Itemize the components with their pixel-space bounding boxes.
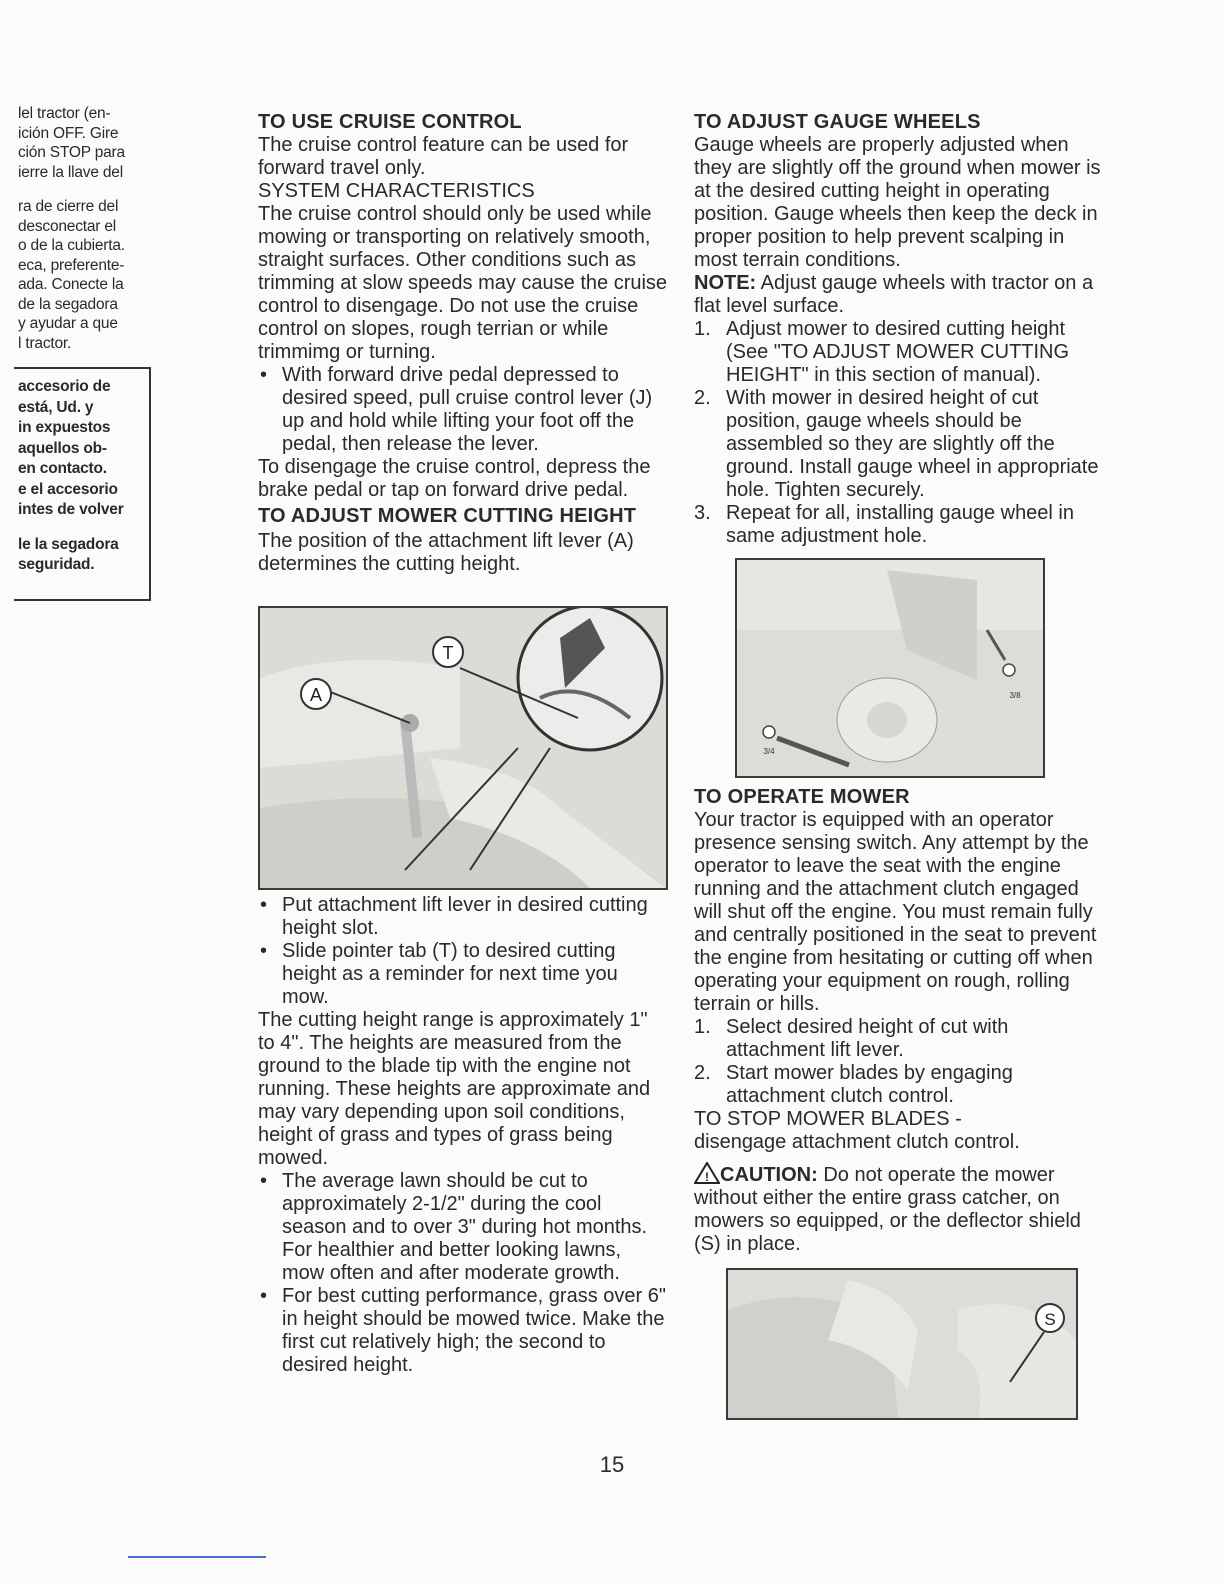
step-number: 3. [694,502,711,524]
step-text: With mower in desired height of cut position, gauge wheels should be assembled so they are slightly off the ground. Install gauge wheel in appropriate hole. Tighten securely. [726,387,1099,501]
step-number: 2. [694,1062,711,1084]
left-line: ada. Conecte la [18,276,124,293]
left-line: y ayudar a que [18,315,118,332]
stop-text: disengage attachment clutch control. [694,1131,1020,1153]
left-line: ra de cierre del [18,198,119,215]
left-line: o de la cubierta. [18,237,125,254]
left-line: l tractor. [18,334,72,352]
step-text: Start mower blades by engaging attachment clutch control. [726,1062,1013,1107]
left-line: ición OFF. Gire [18,124,119,142]
left-box-line: e el accesorio [18,480,118,498]
label-three-eighth: 3/8 [1009,691,1021,700]
cruise-heading: TO USE CRUISE CONTROL [258,111,522,133]
left-line: lel tractor (en- [18,105,111,122]
left-box-line: accesorio de [18,378,111,395]
left-box-line: intes de volver [18,501,124,518]
note-label: NOTE: [694,272,757,294]
note-text: Adjust gauge wheels with tractor on a flat level surface. [694,272,1094,317]
operate-step [694,1016,1106,1062]
step-text: Adjust mower to desired cutting height (See "TO ADJUST MOWER CUTTING HEIGHT" in this section of manual). [726,318,1070,386]
caution-text: Do not operate the mower without either the entire grass catcher, on mowers so equipped, or the deflector shield (S) in place. [694,1164,1081,1255]
system-characteristics-heading: SYSTEM CHARACTERISTICS [258,180,535,202]
label-t: T [442,643,454,663]
cruise-intro: The cruise control feature can be used for forward travel only. [258,134,629,179]
caution-label: CAUTION: [720,1164,818,1186]
middle-column-lower [258,894,668,1377]
page-number: 15 [599,1452,625,1477]
cutting-bullet: • The average lawn should be cut to approximately 2-1/2" during the cool season and to over 3" during hot months. For healthier and better looking lawns, mow often and after moderate growth. [258,1170,668,1285]
label-three-quarter: 3/4 [763,747,775,756]
left-box-line: le la segadora [18,535,119,553]
cutting-height-heading: TO ADJUST MOWER CUTTING HEIGHT [258,505,637,527]
bottom-line [128,1556,266,1558]
left-line: ción STOP para [18,144,125,161]
gauge-step [694,502,1106,548]
cutting-bullet: • Put attachment lift lever in desired cutting height slot. [258,894,668,940]
cutting-bullet: • Slide pointer tab (T) to desired cutting height as a reminder for next time you mow. [258,940,668,1009]
deflector-figure [726,1268,1078,1420]
cruise-disengage: To disengage the cruise control, depress the brake pedal or tap on forward drive pedal. [258,456,651,501]
step-number: 2. [694,387,711,409]
step-number: 1. [694,318,711,340]
cutting-range-text: The cutting height range is approximately 1" to 4". The heights are measured from the ground to the blade tip with the engine not running. These heights are approximate and may vary depending upon soil conditions, height of grass and types of grass being mowed. [258,1009,651,1169]
cutting-bullet: • For best cutting performance, grass over 6" in height should be mowed twice. Make the first cut relatively high; the second to desired height. [258,1285,668,1377]
left-column-text [18,104,153,353]
lift-lever-figure [258,606,668,890]
operate-intro: Your tractor is equipped with an operator presence sensing switch. Any attempt by the operator to leave the seat with the engine running and the attachment clutch engaged will shut off the engine. You must remain fully and centrally positioned in the seat to prevent the engine from hesitating or cutting off when operating your equipment on rough, rolling terrain or hills. [694,809,1097,1015]
system-characteristics-text: The cruise control should only be used while mowing or transporting on relatively smooth, straight surfaces. Other conditions such as trimming at slow speeds may cause the cruise control to disengage. Do not use the cruise control on slopes, rough terrian or while trimmimg or turning. [258,203,668,363]
left-box-line: seguridad. [18,556,95,573]
label-a: A [309,685,323,705]
gauge-wheel-figure [735,558,1045,778]
left-box-line: está, Ud. y [18,398,94,416]
left-box-line: aquellos ob- [18,439,107,457]
left-line: desconectar el [18,217,117,235]
cutting-height-intro: The position of the attachment lift lever (A) determines the cutting height. [258,530,634,575]
warning-icon [694,1162,720,1184]
gauge-intro: Gauge wheels are properly adjusted when they are slightly off the ground when mower is at the desired cutting height in operating position. Gauge wheels then keep the deck in proper position to help prevent scalping in most terrain conditions. [694,134,1101,271]
left-box-line: in expuestos [18,419,111,436]
step-text: Select desired height of cut with attachment lift lever. [726,1016,1009,1061]
gauge-heading: TO ADJUST GAUGE WHEELS [694,111,981,133]
operate-heading: TO OPERATE MOWER [694,786,910,808]
gauge-step [694,387,1106,502]
left-warning-box [14,367,151,601]
svg-text:!: ! [705,1170,709,1184]
left-line: eca, preferente- [18,256,125,274]
label-s: S [1044,1310,1056,1329]
right-column-lower [694,785,1106,1256]
left-line: de la segadora [18,295,118,313]
step-number: 1. [694,1016,711,1038]
step-text: Repeat for all, installing gauge wheel in same adjustment hole. [726,502,1074,547]
left-box-line: en contacto. [18,460,107,477]
stop-heading: TO STOP MOWER BLADES - [694,1108,962,1130]
left-line: ierre la llave del [18,163,123,181]
cruise-bullet: • With forward drive pedal depressed to desired speed, pull cruise control lever (J) up and hold while lifting your foot off the pedal, then release the lever. [258,364,668,456]
middle-column [258,110,668,576]
operate-step [694,1062,1106,1108]
right-column [694,110,1106,548]
gauge-step [694,318,1106,387]
